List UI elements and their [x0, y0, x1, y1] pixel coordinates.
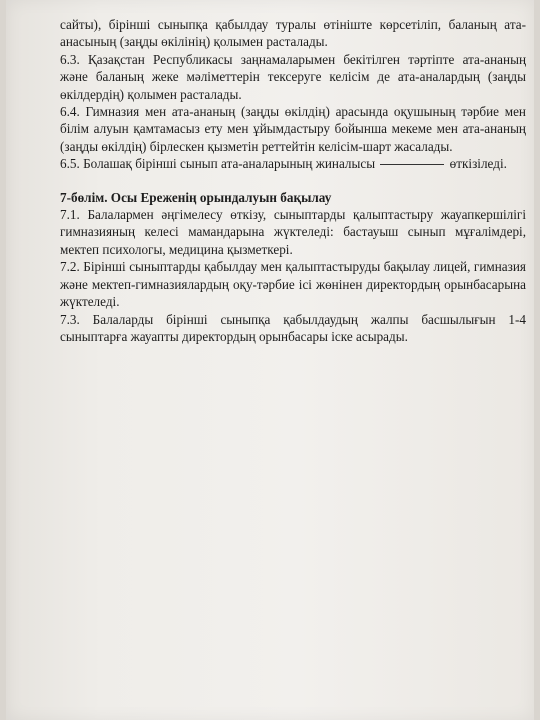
paragraph-6-5: [60, 155, 526, 172]
paragraph-6-5-ending: өткізіледі.: [449, 156, 507, 172]
paragraph-6-2-continuation: сайты), бірінші сыныпқа қабылдау туралы өтініште көрсетіліп, баланың ата-анасының (заңды өкілінің) қолымен расталады.: [60, 17, 526, 50]
paragraph-7-1: 7.1. Балалармен әңгімелесу өткізу, сыныптарды қалыптастыру жауапкершілігі гимназияның келесі мамандарына жүктеледі: бастауыш сынып мұғалімдері, мектеп психологы, медицина қызметкері.: [60, 207, 526, 257]
paragraph-7-3: 7.3. Балаларды бірінші сыныпқа қабылдаудың жалпы басшылығын 1-4 сыныптарға жауапты директордың орынбасары іске асырады.: [60, 311, 526, 344]
document-body: [60, 16, 526, 345]
paragraph-6-3: 6.3. Қазақстан Республикасы заңнамаларымен бекітілген тәртіпте ата-ананың және баланың жеке мәліметтерін тексеруге келісім де ата-аналардың (заңды өкілдердің) қолымен расталады.: [60, 51, 526, 102]
paragraph-7-2: 7.2. Бірінші сыныптарды қабылдау мен қалыптастыруды бақылау лицей, гимназия және мектеп-гимназиялардың оқу-тәрбие ісі жөнінен директордың орынбасарына жүктеледі.: [60, 259, 526, 310]
paragraph-6-4: 6.4. Гимназия мен ата-ананың (заңды өкілдің) арасында оқушының тәрбие мен білім алуын қамтамасыз ету мен ұйымдастыру бойынша мекеме мен ата-ананың (заңды өкілдің) бірлескен қызметін реттейтін келісім-шарт жасалады.: [60, 104, 526, 154]
fill-in-blank-line: [380, 164, 444, 165]
document-page: [6, 0, 534, 720]
paragraph-6-5-text: 6.5. Болашақ бірінші сынып ата-аналарының жиналысы: [60, 156, 376, 172]
section-7-title: 7-бөлім. Осы Ереженің орындалуын бақылау: [60, 189, 332, 205]
